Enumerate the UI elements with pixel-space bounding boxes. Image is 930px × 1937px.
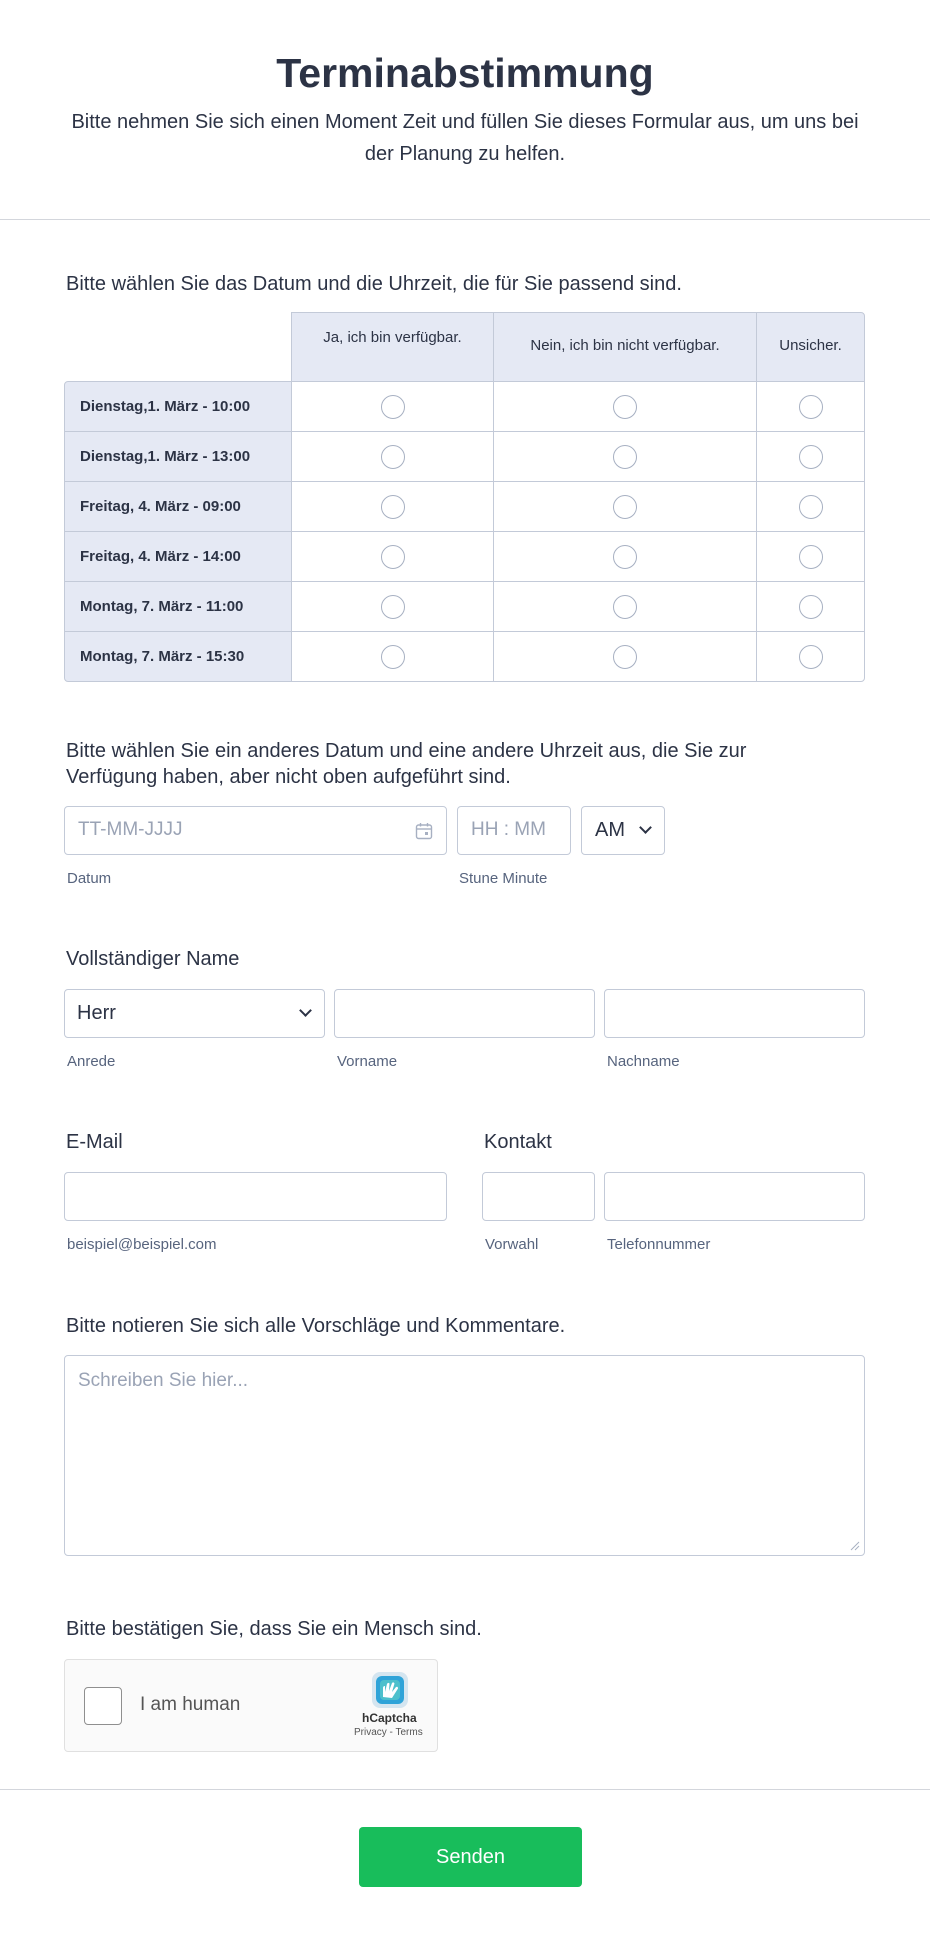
last-name-label: Nachname [607,1053,680,1070]
first-name-label: Vorname [337,1053,398,1070]
comments-textarea[interactable] [64,1355,865,1556]
salutation-select[interactable] [64,989,325,1038]
salutation-label: Anrede [67,1053,116,1070]
radio-yes[interactable] [381,495,405,519]
first-name-input[interactable] [334,989,595,1038]
matrix-cell-yes [291,631,494,682]
matrix-cell-unsure [756,631,865,682]
date-input-placeholder: TT-MM-JJJJ [78,819,183,840]
matrix-col-unsure-label: Unsicher. [779,337,842,354]
matrix-cell-unsure [756,381,865,432]
radio-unsure[interactable] [799,545,823,569]
header-divider [0,219,930,220]
calendar-icon[interactable] [415,822,433,840]
matrix-row-label: Montag, 7. März - 11:00 [64,581,292,632]
matrix-cell-yes [291,381,494,432]
radio-yes[interactable] [381,445,405,469]
radio-no[interactable] [613,445,637,469]
chevron-down-icon [639,821,652,834]
date-input[interactable] [64,806,447,855]
area-code-label: Vorwahl [485,1236,539,1253]
page-title: Terminabstimmung [276,50,654,96]
matrix-row-label: Dienstag,1. März - 10:00 [64,381,292,432]
matrix-cell-no [493,531,757,582]
ampm-select-value: AM [595,819,625,841]
time-input-placeholder: HH : MM [471,819,546,840]
chevron-down-icon [299,1004,312,1017]
matrix-cell-no [493,631,757,682]
matrix-cell-yes [291,531,494,582]
matrix-cell-no [493,431,757,482]
hcaptcha-logo-icon [370,1670,410,1710]
contact-question-label: Kontakt [484,1131,552,1153]
submit-button[interactable]: Senden [359,1827,582,1887]
radio-no[interactable] [613,395,637,419]
radio-no[interactable] [613,645,637,669]
matrix-question-label: Bitte wählen Sie das Datum und die Uhrzeit, die für Sie passend sind. [66,273,682,295]
hcaptcha-brand: hCaptcha [362,1711,417,1725]
date-label: Datum [67,870,112,887]
radio-no[interactable] [613,495,637,519]
salutation-select-value: Herr [77,1002,116,1024]
page-subtitle: Bitte nehmen Sie sich einen Moment Zeit und füllen Sie dieses Formular aus, um uns bei der Planung zu helfen. [71,111,859,165]
radio-unsure[interactable] [799,395,823,419]
matrix-col-no-label: Nein, ich bin nicht verfügbar. [530,337,720,354]
matrix-row-label: Montag, 7. März - 15:30 [64,631,292,682]
matrix-col-yes-label: Ja, ich bin verfügbar. [323,329,462,346]
matrix-cell-yes [291,431,494,482]
comments-question-label: Bitte notieren Sie sich alle Vorschläge und Kommentare. [66,1315,566,1337]
email-hint: beispiel@beispiel.com [67,1236,217,1253]
availability-matrix [64,312,865,680]
radio-no[interactable] [613,545,637,569]
matrix-cell-unsure [756,531,865,582]
matrix-cell-yes [291,581,494,632]
matrix-row-label: Freitag, 4. März - 14:00 [64,531,292,582]
ampm-select[interactable] [581,806,665,855]
matrix-row-label: Dienstag,1. März - 13:00 [64,431,292,482]
matrix-cell-yes [291,481,494,532]
matrix-cell-no [493,581,757,632]
matrix-col-no [493,312,757,382]
matrix-cell-unsure [756,431,865,482]
matrix-col-yes [291,312,494,382]
time-input[interactable] [457,806,571,855]
email-question-label: E-Mail [66,1131,123,1153]
alt-date-question-label: Bitte wählen Sie ein anderes Datum und eine andere Uhrzeit aus, die Sie zur Verfügung haben, aber nicht oben aufgeführt sind. [66,740,747,788]
radio-no[interactable] [613,595,637,619]
email-field[interactable] [64,1172,447,1221]
fullname-question-label: Vollständiger Name [66,948,240,970]
matrix-cell-unsure [756,581,865,632]
last-name-input[interactable] [604,989,865,1038]
footer-divider [0,1789,930,1790]
phone-input[interactable] [604,1172,865,1221]
area-code-input[interactable] [482,1172,595,1221]
radio-unsure[interactable] [799,445,823,469]
captcha-checkbox-label: I am human [140,1694,241,1715]
radio-unsure[interactable] [799,645,823,669]
hcaptcha-links[interactable]: Privacy - Terms [354,1727,423,1738]
captcha-checkbox[interactable] [84,1687,122,1725]
radio-unsure[interactable] [799,495,823,519]
matrix-cell-unsure [756,481,865,532]
radio-yes[interactable] [381,545,405,569]
resize-handle-icon[interactable] [850,1541,860,1551]
matrix-cell-no [493,381,757,432]
captcha-question-label: Bitte bestätigen Sie, dass Sie ein Mensch sind. [66,1618,482,1640]
matrix-cell-no [493,481,757,532]
phone-label: Telefonnummer [607,1236,711,1253]
radio-yes[interactable] [381,395,405,419]
radio-unsure[interactable] [799,595,823,619]
radio-yes[interactable] [381,645,405,669]
matrix-row-label: Freitag, 4. März - 09:00 [64,481,292,532]
captcha-widget [64,1659,438,1752]
radio-yes[interactable] [381,595,405,619]
matrix-col-unsure [756,312,865,382]
time-label: Stune Minute [459,870,548,887]
comments-placeholder: Schreiben Sie hier... [78,1370,249,1391]
